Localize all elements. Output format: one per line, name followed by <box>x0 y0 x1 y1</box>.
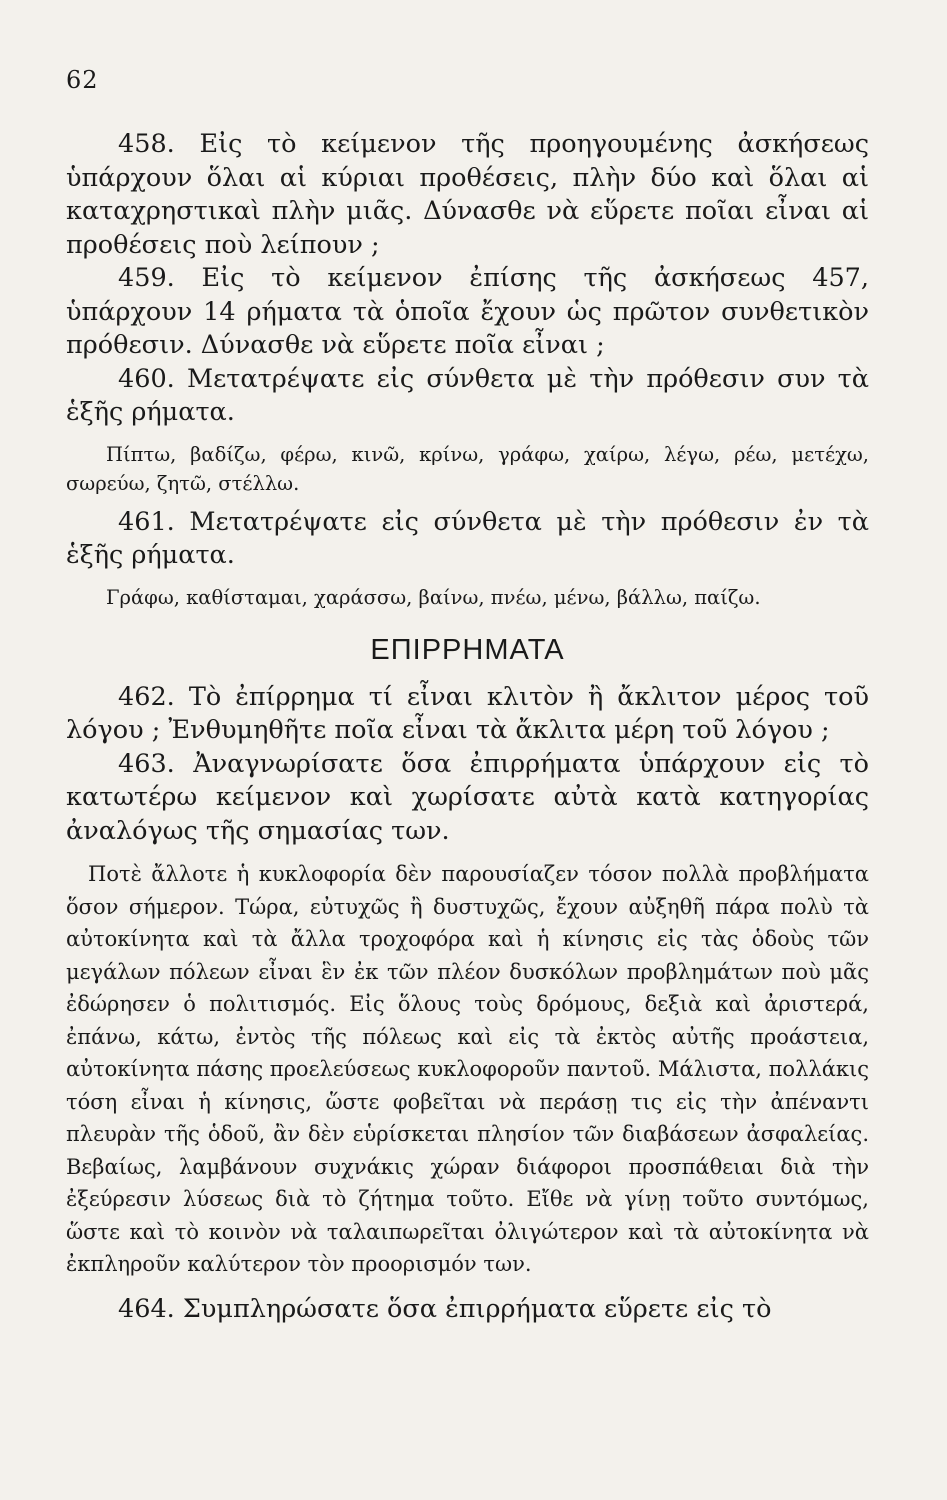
section-heading: ΕΠΙΡΡΗΜΑΤΑ <box>370 633 565 666</box>
exercise-461 <box>66 506 869 573</box>
exercise-460 <box>66 363 869 430</box>
exercise-464 <box>66 1293 869 1327</box>
exercise-text: Εἰς τὸ κείμενον τῆς προηγουμένης ἀσκήσεως ὑπάρχουν ὅλαι αἱ κύριαι προθέσεις, πλὴν δύο καὶ ὅλαι αἱ καταχρηστικαὶ πλὴν μιᾶς. Δύνασθε νὰ εὕρετε ποῖαι εἶναι αἱ προθέσεις ποὺ λείπουν ; <box>66 129 870 260</box>
exercise-text: Εἰς τὸ κείμενον ἐπίσης τῆς ἀσκήσεως 457, ὑπάρχουν 14 ρήματα τὰ ὁποῖα ἔχουν ὡς πρῶτον συνθετικὸν πρόθεσιν. Δύνασθε νὰ εὕρετε ποῖα εἶναι ; <box>66 263 869 360</box>
exercise-number: 464. <box>118 1293 175 1324</box>
exercise-number: 463. <box>118 748 175 779</box>
exercise-number: 458. <box>118 129 175 159</box>
exercise-text: Συμπληρώσατε ὅσα ἐπιρρήματα εὕρετε εἰς τὸ <box>182 1293 772 1324</box>
page-content <box>66 128 869 1326</box>
exercise-458 <box>66 128 869 262</box>
exercise-number: 459. <box>118 263 175 293</box>
exercise-number: 462. <box>118 681 175 712</box>
exercise-number: 460. <box>118 363 175 394</box>
exercise-text: Ἀναγνωρίσατε ὅσα ἐπιρρήματα ὑπάρχουν εἰς τὸ κατωτέρω κείμενον καὶ χωρίσατε αὐτὰ κατὰ κατηγορίας ἀναλόγως τῆς σημασίας των. <box>66 748 869 846</box>
exercise-text: Μετατρέψατε εἰς σύνθετα μὲ τὴν πρόθεσιν συν τὰ ἑξῆς ρήματα. <box>66 363 869 427</box>
exercise-460-word-list: Πίπτω, βαδίζω, φέρω, κινῶ, κρίνω, γράφω, χαίρω, λέγω, ρέω, μετέχω, σωρεύω, ζητῶ, στέλλω. <box>66 442 869 495</box>
exercise-459 <box>66 262 869 363</box>
page-number: 62 <box>66 66 99 94</box>
exercise-462 <box>66 681 869 748</box>
exercise-463-passage: Ποτὲ ἄλλοτε ἡ κυκλοφορία δὲν παρουσίαζεν τόσον πολλὰ προβλήματα ὅσον σήμερον. Τώρα, εὐτυχῶς ἢ δυστυχῶς, ἔχουν αὐξηθῆ πάρα πολὺ τὰ αὐτοκίνητα καὶ τὰ ἄλλα τροχοφόρα καὶ ἡ κίνησις εἰς τὰς ὁδοὺς τῶν μεγάλων πόλεων εἶναι ἓν ἐκ τῶν πλέον δυσκόλων προβλημάτων ποὺ μᾶς ἐδώρησεν ὁ πολιτισμός. Εἰς ὅλους τοὺς δρόμους, δεξιὰ καὶ ἀριστερά, ἐπάνω, κάτω, ἐντὸς τῆς πόλεως καὶ εἰς τὰ ἐκτὸς αὐτῆς προάστεια, αὐτοκίνητα πάσης προελεύσεως κυκλοφοροῦν παντοῦ. Μάλιστα, πολλάκις τόση εἶναι ἡ κίνησις, ὥστε φοβεῖται νὰ περάσῃ τις εἰς τὴν ἀπέναντι πλευρὰν τῆς ὁδοῦ, ἂν δὲν εὑρίσκεται πλησίον τῶν διαβάσεων ἀσφαλείας. Βεβαίως, λαμβάνουν συχνάκις χώραν διάφοροι προσπάθειαι διὰ τὴν ἐξεύρεσιν λύσεως διὰ τὸ ζήτημα τοῦτο. Εἴθε νὰ γίνῃ τοῦτο συντόμως, ὥστε καὶ τὸ κοινὸν νὰ ταλαιπωρεῖται ὀλιγώτερον καὶ τὰ αὐτοκίνητα νὰ ἐκπληροῦν καλύτερον τὸν προορισμόν των. <box>66 862 869 1276</box>
exercise-text: Τὸ ἐπίρρημα τί εἶναι κλιτὸν ἢ ἄκλιτον μέρος τοῦ λόγου ; Ἐνθυμηθῆτε ποῖα εἶναι τὰ ἄκλιτα μέρη τοῦ λόγου ; <box>66 681 870 745</box>
exercise-461-word-list: Γράφω, καθίσταμαι, χαράσσω, βαίνω, πνέω, μένω, βάλλω, παίζω. <box>106 585 761 609</box>
exercise-text: Μετατρέψατε εἰς σύνθετα μὲ τὴν πρόθεσιν ἐν τὰ ἑξῆς ρήματα. <box>66 506 869 570</box>
exercise-463 <box>66 748 869 849</box>
exercise-number: 461. <box>118 506 175 537</box>
